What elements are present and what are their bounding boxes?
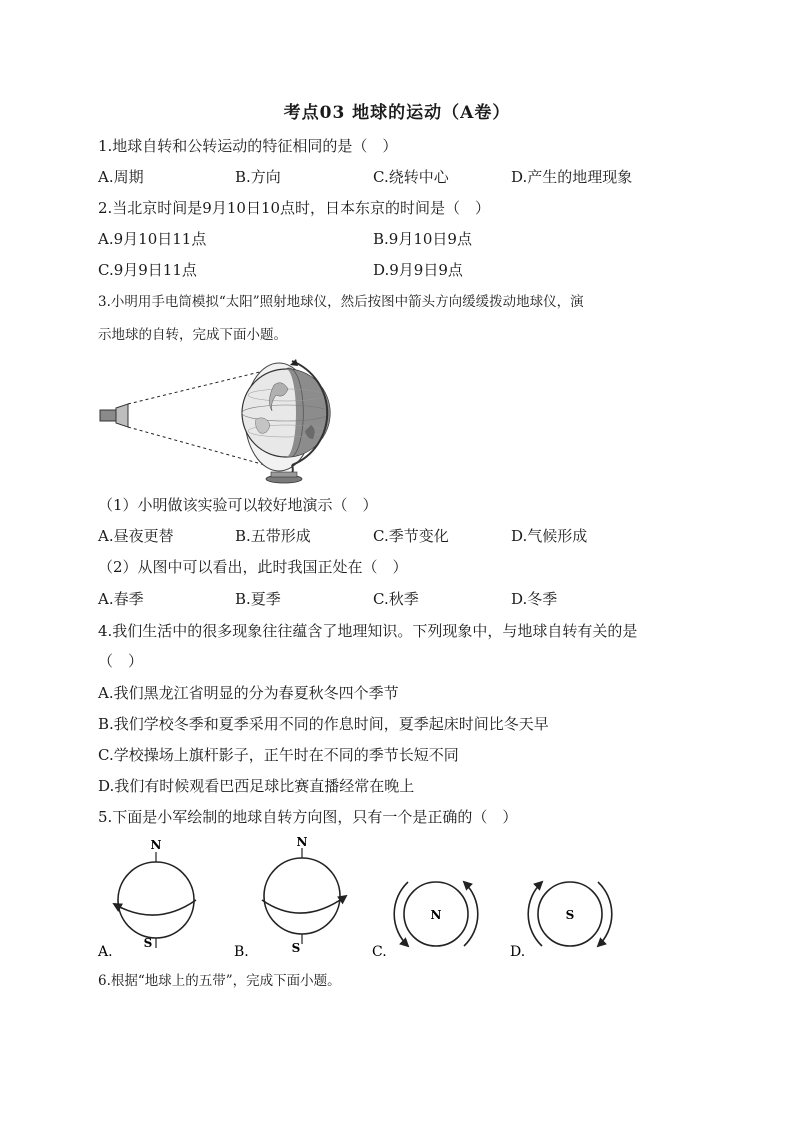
- q4-option-b: B.我们学校冬季和夏季采用不同的作息时间，夏季起床时间比冬天早: [98, 715, 549, 733]
- q3-sub2-option-a: A.春季: [98, 590, 144, 608]
- rotation-diagram-figure: [96, 834, 636, 964]
- q2-option-a: A.9月10日11点: [98, 230, 207, 248]
- q1-option-c: C.绕转中心: [373, 168, 449, 186]
- option-b-south-label: S: [291, 941, 301, 955]
- option-d-diagram: [510, 882, 612, 960]
- q4-stem-line1: 4.我们生活中的很多现象往往蕴含了地理知识。下列现象中，与地球自转有关的是: [98, 622, 638, 640]
- option-b-label: B.: [234, 944, 249, 960]
- q3-sub1-option-d: D.气候形成: [511, 527, 588, 545]
- q3-sub2-option-d: D.冬季: [511, 590, 558, 608]
- q1-option-d: D.产生的地理现象: [511, 168, 633, 186]
- flashlight-icon: [100, 404, 128, 427]
- q1-option-b: B.方向: [235, 168, 281, 186]
- q3-sub2: （2）从图中可以看出，此时我国正处在（ ）: [98, 558, 408, 576]
- option-c-center-label: N: [430, 908, 442, 922]
- q3-sub2-option-c: C.秋季: [373, 590, 419, 608]
- q4-option-d: D.我们有时候观看巴西足球比赛直播经常在晚上: [98, 777, 415, 795]
- globe-flashlight-figure: [96, 355, 336, 485]
- option-c-label: C.: [372, 944, 387, 960]
- option-a-north-label: N: [150, 838, 162, 852]
- q3-sub1-option-a: A.昼夜更替: [98, 527, 174, 545]
- q5-stem: 5.下面是小军绘制的地球自转方向图，只有一个是正确的（ ）: [98, 808, 518, 826]
- q2-option-c: C.9月9日11点: [98, 261, 197, 279]
- q4-option-a: A.我们黑龙江省明显的分为春夏秋冬四个季节: [98, 684, 399, 702]
- q4-option-c: C.学校操场上旗杆影子，正午时在不同的季节长短不同: [98, 746, 459, 764]
- option-d-center-label: S: [565, 908, 575, 922]
- q4-stem-line2: （ ）: [98, 652, 144, 670]
- q1-stem: 1.地球自转和公转运动的特征相同的是（ ）: [98, 137, 398, 155]
- q3-sub1-option-c: C.季节变化: [373, 527, 449, 545]
- option-a-label: A.: [98, 944, 113, 960]
- q3-stem-line1: 3.小明用手电筒模拟“太阳”照射地球仪，然后按图中箭头方向缓缓拨动地球仪，演: [98, 294, 584, 310]
- page-title: 考点03 地球的运动（A卷）: [283, 103, 511, 123]
- q6-stem: 6.根据“地球上的五带”，完成下面小题。: [98, 973, 341, 989]
- globe-icon: [242, 359, 330, 483]
- q2-option-d: D.9月9日9点: [373, 261, 463, 279]
- option-b-north-label: N: [296, 835, 308, 849]
- option-c-diagram: [372, 882, 478, 960]
- q3-sub2-option-b: B.夏季: [235, 590, 281, 608]
- q2-option-b: B.9月10日9点: [373, 230, 472, 248]
- option-d-label: D.: [510, 944, 526, 960]
- option-a-south-label: S: [143, 936, 153, 950]
- q3-sub1-option-b: B.五带形成: [235, 527, 311, 545]
- option-a-diagram: [97, 838, 196, 960]
- q3-sub1: （1）小明做该实验可以较好地演示（ ）: [98, 496, 378, 514]
- q3-stem-line2: 示地球的自转，完成下面小题。: [98, 327, 287, 343]
- q1-option-a: A.周期: [98, 168, 144, 186]
- option-b-diagram: [234, 835, 346, 960]
- q2-stem: 2.当北京时间是9月10日10点时，日本东京的时间是（ ）: [98, 199, 491, 217]
